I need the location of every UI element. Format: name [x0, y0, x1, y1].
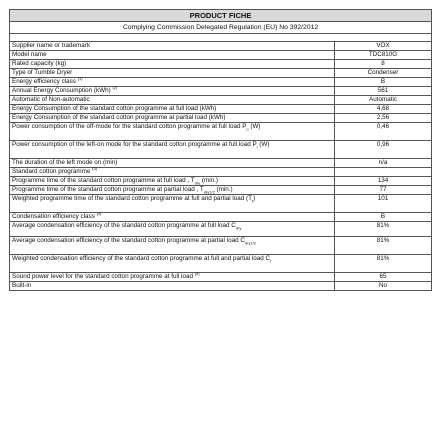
row-label: Standard cotton programme $^{(3)}$: [10, 168, 335, 177]
table-row: [10, 105, 432, 114]
table-row: [10, 141, 432, 159]
row-value: [335, 168, 432, 177]
footnote-ref: (3): [92, 165, 98, 171]
row-label: Average condensation efficiency of the standard cotton programme at partial load $C_{dry1/2}$: [10, 237, 335, 255]
footnote-ref: (5): [194, 270, 200, 276]
row-value: 0,96: [335, 141, 432, 159]
row-value: 81%: [335, 222, 432, 237]
row-value: No: [335, 282, 432, 291]
table-row: [10, 96, 432, 105]
footnote-ref: (1): [77, 75, 83, 81]
table-row: [10, 51, 432, 60]
table-row: [10, 123, 432, 141]
row-label: Automatic of Non-automatic: [10, 96, 335, 105]
row-label: Annual Energy Consumption (kWh) $^{(2)}$: [10, 87, 335, 96]
row-value: TDC810G: [335, 51, 432, 60]
row-value: 81%: [335, 255, 432, 273]
row-value: 8: [335, 60, 432, 69]
table-row: [10, 60, 432, 69]
row-value: 4,68: [335, 105, 432, 114]
table-row: [10, 195, 432, 213]
footnote-ref: (4): [96, 210, 102, 216]
row-value: Automatic: [335, 96, 432, 105]
row-value: 81%: [335, 237, 432, 255]
row-label: The duration of the left mode on (min): [10, 159, 335, 168]
row-value: 101: [335, 195, 432, 213]
table-row: [10, 177, 432, 186]
table-row: [10, 255, 432, 273]
row-value: 2,56: [335, 114, 432, 123]
table-row: [10, 222, 432, 237]
row-label: Condensation efficiency class $^{(4)}$: [10, 213, 335, 222]
row-label: Energy efficiency class $^{(1)}$: [10, 78, 335, 87]
row-value: 0,46: [335, 123, 432, 141]
row-label: Energy Consumption of the standard cotton programme at partial load (kWh): [10, 114, 335, 123]
fiche-title: PRODUCT FICHE: [10, 10, 432, 22]
row-label: Programme time of the standard cotton programme at partial load , $T_{dry1/2}$ (min.): [10, 186, 335, 195]
table-row: [10, 282, 432, 291]
row-label: Sound power level for the standard cotton programme at full load $^{(5)}$: [10, 273, 335, 282]
product-fiche-table: [9, 9, 432, 291]
row-label: Type of Tumble Dryer: [10, 69, 335, 78]
row-value: B: [335, 213, 432, 222]
table-row: [10, 87, 432, 96]
table-row: [10, 237, 432, 255]
row-value: Condenser: [335, 69, 432, 78]
table-row: [10, 159, 432, 168]
row-label: Model name: [10, 51, 335, 60]
row-value: 65: [335, 273, 432, 282]
table-row: [10, 168, 432, 177]
spacer-row: [10, 34, 432, 42]
row-label: Supplier name or trademark: [10, 42, 335, 51]
product-fiche: [9, 9, 431, 291]
table-row: [10, 42, 432, 51]
footnote-ref: (2): [112, 84, 118, 90]
row-label: Built-in: [10, 282, 335, 291]
row-value: VOX: [335, 42, 432, 51]
row-value: n/a: [335, 159, 432, 168]
row-value: 77: [335, 186, 432, 195]
table-row: [10, 69, 432, 78]
table-row: [10, 78, 432, 87]
row-value: B: [335, 78, 432, 87]
row-label: Weighted programme time of the standard cotton programme at full and partial load $(T_t)$: [10, 195, 335, 213]
row-label: Energy Consumption of the standard cotton programme at full load (kWh): [10, 105, 335, 114]
table-row: [10, 273, 432, 282]
regulation-subtitle: Complying Commission Delegated Regulation (EU) No 392/2012: [10, 22, 432, 34]
row-label: Programme time of the standard cotton programme at full load , $T_{dry}$ (min.): [10, 177, 335, 186]
table-row: [10, 213, 432, 222]
row-label: Power consumption of the off-mode for the standard cotton programme at full load $P_o$ (W): [10, 123, 335, 141]
table-row: [10, 186, 432, 195]
row-label: Rated capacity (kg): [10, 60, 335, 69]
row-value: 134: [335, 177, 432, 186]
row-value: 561: [335, 87, 432, 96]
table-row: [10, 114, 432, 123]
row-label: Average condensation efficiency of the standard cotton programme at full load $C_{dry}$: [10, 222, 335, 237]
row-label: Power consumption of the left-on mode for the standard cotton programme at full load $P_l$ (W): [10, 141, 335, 159]
row-label: Weighted condensation efficiency of the standard cotton programme at full and partial load $C_t$: [10, 255, 335, 273]
